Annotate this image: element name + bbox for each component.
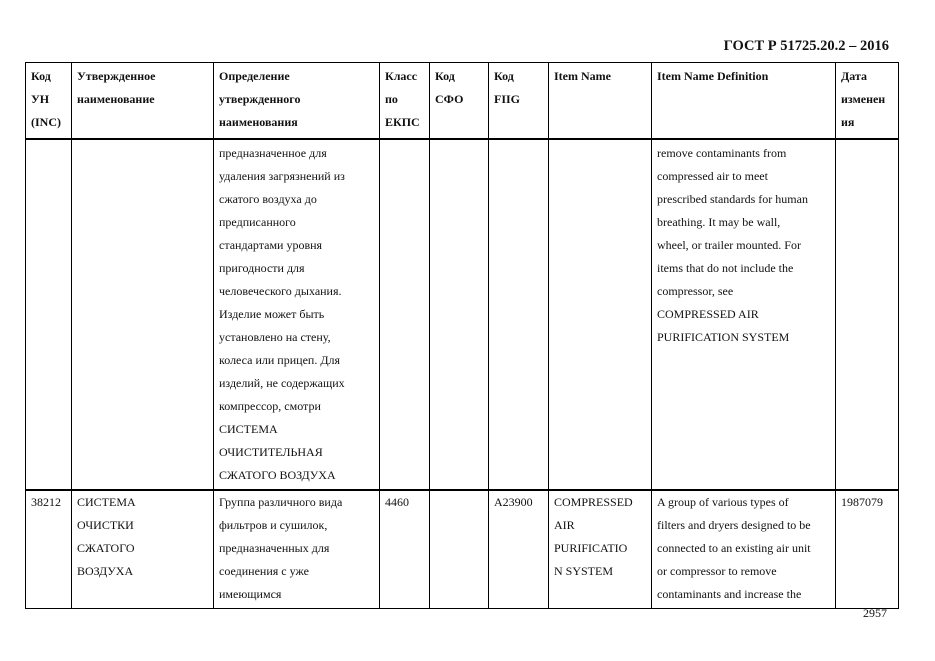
cell-item-name-definition: A group of various types of filters and dryers designed to be connected to an existing air unit or compressor to remove contaminants and increase the	[652, 490, 836, 609]
cell-change-date: 1987079	[836, 490, 899, 609]
header-ekps-class: Класс по ЕКПС	[380, 63, 430, 139]
cell-fiig-code	[489, 139, 549, 490]
cell-item-name	[549, 139, 652, 490]
page-number: 2957	[863, 606, 887, 620]
header-inc: Код УН (INC)	[26, 63, 72, 139]
cell-change-date	[836, 139, 899, 490]
cell-ekps-class	[380, 139, 430, 490]
cell-sfo-code	[430, 490, 489, 609]
cell-sfo-code	[430, 139, 489, 490]
cell-inc: 38212	[26, 490, 72, 609]
header-approved-name: Утвержденное наименование	[72, 63, 214, 139]
document-standard-header: ГОСТ Р 51725.20.2 – 2016	[723, 38, 889, 54]
table-row	[26, 490, 899, 609]
table-header-row	[26, 63, 899, 139]
table-row	[26, 139, 899, 490]
cell-approved-name	[72, 139, 214, 490]
cell-ekps-class: 4460	[380, 490, 430, 609]
cell-inc	[26, 139, 72, 490]
cell-item-name: COMPRESSED AIR PURIFICATIO N SYSTEM	[549, 490, 652, 609]
cell-definition-ru: предназначенное для удаления загрязнений из сжатого воздуха до предписанного стандартами уровня пригодности для человеческого дыхания. Изделие может быть установлено на стену, колеса или прицеп. Для изделий, не содержащих компрессор, смотри СИСТЕМА ОЧИСТИТЕЛЬНАЯ СЖАТОГО ВОЗДУХА	[214, 139, 380, 490]
cell-item-name-definition: remove contaminants from compressed air to meet prescribed standards for human breathing. It may be wall, wheel, or trailer mounted. For items that do not include the compressor, see COMPRESSED AIR PURIFICATION SYSTEM	[652, 139, 836, 490]
header-sfo-code: Код СФО	[430, 63, 489, 139]
item-catalog-table	[25, 62, 899, 609]
header-item-name-definition: Item Name Definition	[652, 63, 836, 139]
cell-approved-name: СИСТЕМА ОЧИСТКИ СЖАТОГО ВОЗДУХА	[72, 490, 214, 609]
header-fiig-code: Код FIIG	[489, 63, 549, 139]
header-change-date: Дата изменен ия	[836, 63, 899, 139]
cell-fiig-code: A23900	[489, 490, 549, 609]
header-definition-ru: Определение утвержденного наименования	[214, 63, 380, 139]
cell-definition-ru: Группа различного вида фильтров и сушилок, предназначенных для соединения с уже имеющимся	[214, 490, 380, 609]
header-item-name: Item Name	[549, 63, 652, 139]
